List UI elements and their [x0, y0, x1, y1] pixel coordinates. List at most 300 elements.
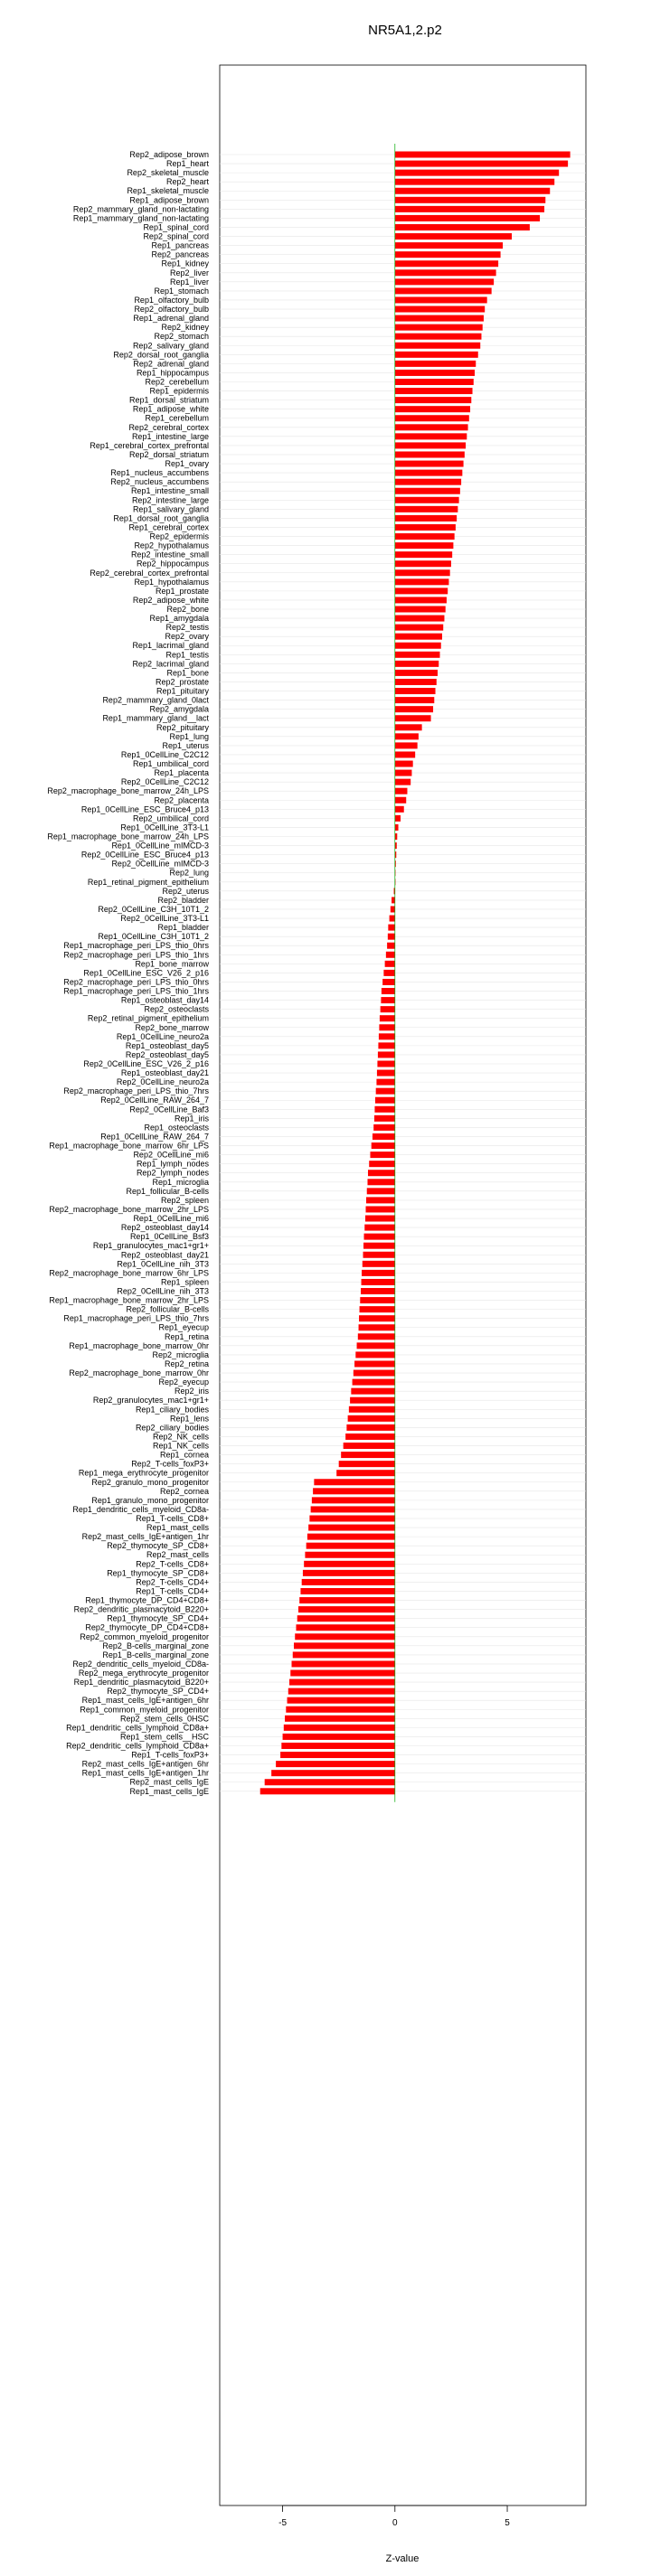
- category-label: Rep1_mega_erythrocyte_progenitor: [78, 1468, 209, 1478]
- category-label: Rep1_0CellLine_RAW_264_7: [100, 1132, 209, 1142]
- bar: [395, 397, 471, 403]
- category-label: Rep2_bone_marrow: [135, 1022, 209, 1032]
- category-label: Rep2_hippocampus: [136, 559, 209, 569]
- bar: [395, 779, 410, 785]
- category-label: Rep2_cerebral_cortex: [128, 422, 209, 432]
- bar: [381, 997, 394, 1003]
- category-label: Rep2_eyecup: [158, 1377, 209, 1387]
- bar: [395, 215, 540, 221]
- category-label: Rep1_eyecup: [158, 1322, 209, 1332]
- category-label: Rep1_mammary_gland_non-lactating: [72, 213, 209, 223]
- bar: [339, 1461, 395, 1467]
- bar: [395, 324, 483, 331]
- bar: [377, 1061, 394, 1067]
- bar: [374, 1115, 395, 1122]
- category-label: Rep2_0CellLine_ESC_Bruce4_p13: [80, 850, 209, 860]
- bar: [395, 470, 463, 476]
- bar: [395, 833, 397, 840]
- category-label: Rep2_macrophage_bone_marrow_2hr_LPS: [49, 1204, 209, 1214]
- category-label: Rep2_amygdala: [149, 704, 209, 714]
- bar: [395, 634, 442, 640]
- bar: [373, 1133, 395, 1140]
- category-label: Rep1_intestine_small: [130, 486, 209, 496]
- category-label: Rep2_granulo_mono_progenitor: [91, 1477, 209, 1487]
- category-label: Rep2_cerebral_cortex_prefrontal: [90, 568, 209, 578]
- bar: [395, 733, 419, 739]
- category-labels: [47, 150, 209, 1796]
- bar: [363, 1261, 395, 1267]
- bar: [395, 479, 461, 485]
- bar: [395, 442, 466, 448]
- category-label: Rep2_pancreas: [151, 249, 209, 259]
- bar: [395, 197, 545, 203]
- bar: [395, 597, 447, 603]
- bar: [366, 1197, 395, 1203]
- bar: [359, 1324, 395, 1330]
- bar: [284, 1725, 395, 1731]
- x-tick-label: -5: [278, 2518, 288, 2528]
- bar: [395, 224, 530, 230]
- category-label: Rep1_lacrimal_gland: [132, 641, 209, 651]
- category-label: Rep2_olfactory_bulb: [134, 305, 209, 315]
- category-label: Rep1_macrophage_peri_LPS_thio_0hrs: [63, 941, 209, 951]
- category-label: Rep1_osteoblast_day14: [120, 995, 209, 1005]
- bar: [386, 952, 395, 958]
- bar: [345, 1434, 395, 1440]
- category-label: Rep2_stomach: [154, 332, 209, 342]
- bar: [395, 542, 454, 549]
- category-label: Rep1_NK_cells: [152, 1441, 209, 1451]
- bar: [350, 1397, 395, 1404]
- bar: [395, 188, 550, 194]
- category-label: Rep1_cornea: [159, 1450, 209, 1460]
- category-label: Rep1_ciliary_bodies: [135, 1405, 209, 1415]
- category-label: Rep1_common_myeloid_progenitor: [80, 1705, 209, 1715]
- bar: [288, 1688, 395, 1695]
- category-label: Rep1_0CellLine_ESC_Bruce4_p13: [80, 804, 209, 814]
- bar: [378, 1051, 395, 1058]
- category-label: Rep1_granulocytes_mac1+gr1+: [92, 1241, 209, 1251]
- bar: [364, 1225, 395, 1231]
- category-label: Rep1_iris: [174, 1114, 209, 1123]
- x-tick-label: 5: [505, 2518, 510, 2528]
- bar: [362, 1279, 395, 1285]
- category-label: Rep2_microglia: [152, 1349, 209, 1359]
- bar: [395, 742, 418, 748]
- bar: [376, 1079, 394, 1086]
- category-label: Rep2_0CellLine_nih_3T3: [117, 1286, 209, 1296]
- bar: [311, 1506, 395, 1512]
- category-label: Rep2_osteoblast_day21: [120, 1250, 209, 1260]
- bar: [395, 652, 440, 658]
- bar: [383, 970, 394, 976]
- bar: [395, 488, 460, 494]
- category-label: Rep2_lacrimal_gland: [132, 659, 209, 669]
- bar: [359, 1315, 395, 1321]
- category-label: Rep1_cerebral_cortex: [128, 522, 209, 532]
- bar: [354, 1370, 395, 1377]
- bar: [348, 1415, 395, 1422]
- bar: [395, 524, 456, 531]
- category-label: Rep2_follicular_B-cells: [126, 1304, 209, 1314]
- category-label: Rep2_adrenal_gland: [133, 359, 209, 369]
- bar: [369, 1161, 395, 1167]
- bar: [265, 1779, 395, 1785]
- bar: [385, 961, 395, 967]
- category-label: Rep1_microglia: [152, 1177, 209, 1187]
- category-label: Rep1_dendritic_cells_myeloid_CD8a-: [72, 1504, 209, 1514]
- category-label: Rep1_macrophage_peri_LPS_thio_7hrs: [63, 1313, 209, 1323]
- bar: [292, 1660, 395, 1667]
- category-label: Rep1_dendritic_plasmacytoid_B220+: [73, 1678, 209, 1688]
- bar: [395, 578, 449, 585]
- category-label: Rep2_0CellLine_RAW_264_7: [100, 1095, 209, 1105]
- bar: [395, 751, 415, 757]
- category-label: Rep2_thymocyte_SP_CD4+: [107, 1687, 209, 1697]
- category-label: Rep1_cerebellum: [145, 413, 209, 423]
- category-label: Rep2_T-cells_CD8+: [136, 1559, 209, 1569]
- bar: [378, 1042, 394, 1048]
- category-label: Rep2_ovary: [165, 632, 209, 642]
- category-label: Rep2_macrophage_bone_marrow_24h_LPS: [47, 786, 209, 796]
- category-label: Rep2_adipose_brown: [129, 150, 209, 159]
- category-label: Rep1_bladder: [157, 923, 209, 933]
- category-label: Rep2_heart: [165, 177, 209, 187]
- category-label: Rep2_B-cells_marginal_zone: [102, 1641, 209, 1650]
- category-label: Rep2_0CellLine_C3H_10T1_2: [98, 904, 209, 914]
- bar: [375, 1097, 395, 1104]
- category-label: Rep1_stomach: [154, 286, 209, 296]
- bar: [395, 533, 455, 540]
- category-label: Rep1_0CellLine_Bsf3: [129, 1232, 209, 1242]
- category-label: Rep2_nucleus_accumbens: [110, 477, 209, 487]
- bar: [395, 296, 487, 303]
- category-label: Rep1_granulo_mono_progenitor: [91, 1495, 209, 1505]
- x-axis: [278, 2505, 510, 2528]
- category-label: Rep1_0CellLine_mi6: [133, 1214, 209, 1224]
- category-label: Rep2_mammary_gland_0lact: [102, 695, 209, 705]
- bar: [395, 643, 441, 649]
- bar: [395, 206, 544, 212]
- category-label: Rep1_mast_cells: [146, 1523, 209, 1533]
- category-label: Rep1_prostate: [155, 586, 209, 596]
- bar: [395, 433, 467, 439]
- bar: [391, 906, 395, 912]
- category-label: Rep1_pancreas: [151, 240, 209, 250]
- category-label: Rep1_heart: [165, 159, 209, 169]
- bar: [379, 1024, 394, 1030]
- category-label: Rep1_T-cells_CD8+: [136, 1514, 209, 1523]
- category-label: Rep2_lung: [169, 868, 209, 878]
- category-label: Rep2_retina: [164, 1359, 209, 1368]
- bar: [395, 715, 431, 721]
- category-label: Rep2_retinal_pigment_epithelium: [87, 1013, 209, 1023]
- bar: [395, 515, 457, 522]
- bar: [395, 461, 464, 467]
- bar: [361, 1288, 395, 1294]
- category-label: Rep2_stem_cells_0HSC: [119, 1714, 209, 1724]
- bar: [368, 1170, 395, 1176]
- bar: [395, 260, 498, 267]
- bar: [395, 679, 437, 685]
- bar: [395, 551, 452, 558]
- bar: [363, 1252, 395, 1258]
- bar: [395, 251, 501, 258]
- category-label: Rep1_mammary_gland__lact: [102, 713, 209, 723]
- bar: [395, 770, 412, 776]
- category-label: Rep2_dendritic_cells_myeloid_CD8a-: [72, 1659, 209, 1669]
- bar: [395, 278, 494, 285]
- category-label: Rep1_T-cells_CD4+: [136, 1586, 209, 1596]
- category-label: Rep2_macrophage_bone_marrow_0hr: [69, 1368, 209, 1378]
- bar: [367, 1179, 394, 1185]
- bar: [305, 1552, 394, 1558]
- category-label: Rep2_0CellLine_ESC_V26_2_p16: [83, 1059, 209, 1068]
- category-label: Rep2_macrophage_peri_LPS_thio_1hrs: [63, 950, 209, 960]
- category-label: Rep1_0CellLine_C2C12: [120, 749, 209, 759]
- category-label: Rep2_pituitary: [156, 722, 209, 732]
- bar: [382, 979, 395, 985]
- category-label: Rep1_retina: [164, 1331, 209, 1341]
- bar: [308, 1525, 395, 1531]
- category-label: Rep2_T-cells_foxP3+: [131, 1459, 209, 1469]
- bar: [285, 1716, 395, 1722]
- category-label: Rep1_macrophage_bone_marrow_6hr_LPS: [49, 1141, 209, 1151]
- category-label: Rep2_hypothalamus: [134, 541, 209, 550]
- bar: [372, 1142, 395, 1149]
- category-label: Rep1_epidermis: [149, 386, 209, 396]
- category-label: Rep2_spleen: [160, 1195, 209, 1205]
- bar: [288, 1697, 395, 1704]
- category-label: Rep2_dorsal_root_ganglia: [113, 350, 209, 360]
- bar: [395, 306, 485, 313]
- category-label: Rep2_0CellLine_neuro2a: [116, 1077, 209, 1087]
- bar: [395, 424, 468, 430]
- category-label: Rep1_bone: [166, 668, 209, 678]
- bar: [296, 1624, 394, 1631]
- category-label: Rep1_adipose_brown: [129, 195, 209, 205]
- bar: [313, 1488, 395, 1494]
- category-label: Rep2_uterus: [162, 886, 209, 896]
- category-label: Rep1_B-cells_marginal_zone: [102, 1650, 209, 1659]
- category-label: Rep2_macrophage_bone_marrow_6hr_LPS: [49, 1268, 209, 1278]
- category-label: Rep1_thymocyte_SP_CD8+: [107, 1568, 209, 1578]
- bar: [271, 1770, 395, 1776]
- bar: [298, 1606, 395, 1612]
- category-label: Rep2_epidermis: [149, 531, 209, 541]
- category-label: Rep1_T-cells_foxP3+: [131, 1750, 209, 1760]
- category-label: Rep1_cerebral_cortex_prefrontal: [90, 440, 209, 450]
- bar: [382, 988, 395, 994]
- bar: [381, 1006, 395, 1012]
- category-label: Rep2_intestine_large: [131, 495, 209, 505]
- bar: [395, 497, 459, 503]
- category-label: Rep1_0CellLine_mIMCD-3: [111, 841, 209, 851]
- bar: [395, 688, 436, 694]
- bar: [379, 1033, 395, 1039]
- category-label: Rep1_pituitary: [156, 686, 209, 696]
- category-label: Rep2_0CellLine_mIMCD-3: [111, 859, 209, 869]
- category-label: Rep2_cerebellum: [145, 377, 209, 387]
- bar: [302, 1579, 395, 1585]
- category-label: Rep2_mast_cells_IgE+antigen_6hr: [81, 1759, 209, 1769]
- category-label: Rep1_dorsal_striatum: [128, 395, 209, 405]
- bar: [395, 569, 450, 576]
- category-label: Rep1_nucleus_accumbens: [110, 468, 209, 478]
- category-label: Rep2_spinal_cord: [143, 231, 209, 241]
- category-label: Rep1_bone_marrow: [135, 959, 209, 969]
- bar: [366, 1206, 395, 1212]
- category-label: Rep2_mast_cells: [146, 1550, 209, 1560]
- bar: [314, 1479, 394, 1485]
- category-label: Rep2_mast_cells_IgE+antigen_1hr: [81, 1532, 209, 1542]
- category-label: Rep2_liver: [169, 268, 209, 277]
- bar: [307, 1543, 395, 1549]
- bar: [299, 1597, 395, 1603]
- category-label: Rep1_0CellLine_ESC_V26_2_p16: [83, 968, 209, 978]
- category-label: Rep1_mast_cells_IgE+antigen_6hr: [81, 1696, 209, 1706]
- bar: [395, 625, 443, 631]
- category-label: Rep1_spleen: [160, 1277, 209, 1287]
- bar: [260, 1788, 395, 1794]
- category-label: Rep2_placenta: [154, 795, 209, 805]
- bar: [355, 1351, 394, 1358]
- category-label: Rep1_placenta: [154, 768, 209, 778]
- bar: [395, 697, 434, 703]
- bar: [281, 1743, 394, 1749]
- category-label: Rep1_thymocyte_SP_CD4+: [107, 1613, 209, 1623]
- bar: [395, 242, 503, 249]
- bar: [387, 943, 395, 949]
- category-label: Rep1_mast_cells_IgE+antigen_1hr: [81, 1768, 209, 1778]
- bar: [388, 925, 394, 931]
- bar: [346, 1424, 394, 1431]
- bar: [295, 1633, 395, 1640]
- category-label: Rep2_granulocytes_mac1+gr1+: [92, 1396, 209, 1406]
- plot-area: [220, 65, 586, 2505]
- bar: [365, 1216, 395, 1222]
- bar: [395, 161, 568, 167]
- category-label: Rep1_salivary_gland: [132, 504, 209, 514]
- category-label: Rep2_bone: [166, 605, 209, 614]
- bar: [390, 916, 395, 922]
- category-label: Rep2_0CellLine_Baf3: [129, 1105, 209, 1114]
- category-label: Rep2_thymocyte_SP_CD8+: [107, 1541, 209, 1551]
- category-label: Rep1_adrenal_gland: [133, 314, 209, 324]
- category-label: Rep1_intestine_large: [131, 431, 209, 441]
- bar: [297, 1615, 395, 1622]
- bar: [377, 1070, 395, 1076]
- bar: [376, 1088, 395, 1095]
- category-label: Rep1_skeletal_muscle: [127, 186, 209, 196]
- category-label: Rep2_0CellLine_3T3-L1: [120, 914, 209, 924]
- category-label: Rep2_dendritic_cells_lymphoid_CD8a+: [66, 1741, 209, 1751]
- category-label: Rep2_osteoblast_day14: [120, 1223, 209, 1233]
- bar: [395, 334, 482, 340]
- category-label: Rep1_lung: [169, 731, 209, 741]
- bar: [370, 1152, 394, 1158]
- x-axis-label: Z-value: [385, 2553, 420, 2564]
- category-label: Rep2_adipose_white: [132, 595, 209, 605]
- category-label: Rep2_0CellLine_C2C12: [120, 777, 209, 787]
- category-label: Rep2_mast_cells_IgE: [129, 1777, 209, 1787]
- bar: [395, 606, 446, 613]
- category-label: Rep1_osteoblast_day21: [120, 1068, 209, 1078]
- bar: [388, 934, 395, 940]
- category-label: Rep1_0CellLine_3T3-L1: [120, 823, 209, 832]
- bar: [395, 706, 433, 712]
- bar: [395, 352, 478, 358]
- category-label: Rep2_NK_cells: [152, 1432, 209, 1442]
- plot-frame: [220, 65, 586, 2505]
- category-label: Rep2_umbilical_cord: [132, 813, 209, 823]
- category-label: Rep2_osteoclasts: [144, 1004, 209, 1014]
- chart-title: NR5A1,2.p2: [368, 23, 442, 38]
- category-label: Rep1_follicular_B-cells: [126, 1186, 209, 1196]
- bar: [395, 506, 458, 512]
- category-label: Rep2_intestine_small: [130, 550, 209, 559]
- category-label: Rep1_0CellLine_nih_3T3: [117, 1259, 209, 1269]
- category-label: Rep2_mammary_gland_non-lactating: [72, 204, 209, 214]
- category-label: Rep1_liver: [169, 277, 209, 287]
- bar: [395, 315, 484, 322]
- bar: [395, 269, 496, 276]
- category-label: Rep1_amygdala: [149, 614, 209, 624]
- bar: [353, 1379, 395, 1386]
- bar: [395, 451, 465, 457]
- category-label: Rep2_dendritic_plasmacytoid_B220+: [73, 1604, 209, 1614]
- category-label: Rep2_0CellLine_mi6: [133, 1150, 209, 1160]
- category-label: Rep2_skeletal_muscle: [127, 168, 209, 178]
- bar: [395, 233, 512, 240]
- bar: [341, 1452, 395, 1458]
- bar: [395, 788, 408, 794]
- category-label: Rep2_mega_erythrocyte_progenitor: [78, 1669, 209, 1678]
- bar: [344, 1443, 395, 1449]
- category-label: Rep1_thymocyte_DP_CD4+CD8+: [85, 1595, 209, 1605]
- bar: [395, 806, 404, 813]
- bar: [300, 1588, 394, 1594]
- category-label: Rep1_macrophage_bone_marrow_24h_LPS: [47, 832, 209, 841]
- bar: [309, 1516, 394, 1522]
- category-label: Rep2_iris: [174, 1387, 209, 1396]
- bar: [283, 1734, 395, 1740]
- bar: [395, 406, 470, 412]
- bar: [395, 670, 438, 676]
- category-label: Rep2_cornea: [159, 1486, 209, 1496]
- category-label: Rep1_0CellLine_C3H_10T1_2: [98, 932, 209, 942]
- bar: [349, 1406, 395, 1413]
- category-label: Rep2_common_myeloid_progenitor: [80, 1631, 209, 1641]
- category-label: Rep1_retinal_pigment_epithelium: [87, 877, 209, 887]
- bar: [395, 616, 445, 622]
- bar: [362, 1270, 395, 1276]
- category-label: Rep2_prostate: [155, 677, 209, 687]
- bar: [293, 1651, 395, 1658]
- category-label: Rep1_spinal_cord: [143, 222, 209, 232]
- category-label: Rep1_macrophage_bone_marrow_2hr_LPS: [49, 1295, 209, 1305]
- category-label: Rep1_dorsal_root_ganglia: [113, 513, 209, 523]
- bar: [360, 1297, 395, 1303]
- bar: [303, 1570, 395, 1576]
- category-label: Rep2_macrophage_peri_LPS_thio_0hrs: [63, 977, 209, 987]
- bar: [395, 761, 413, 767]
- bar: [290, 1670, 395, 1677]
- bar: [392, 897, 395, 903]
- category-label: Rep1_testis: [165, 650, 209, 660]
- category-label: Rep2_thymocyte_DP_CD4+CD8+: [85, 1622, 209, 1632]
- bar: [280, 1752, 395, 1758]
